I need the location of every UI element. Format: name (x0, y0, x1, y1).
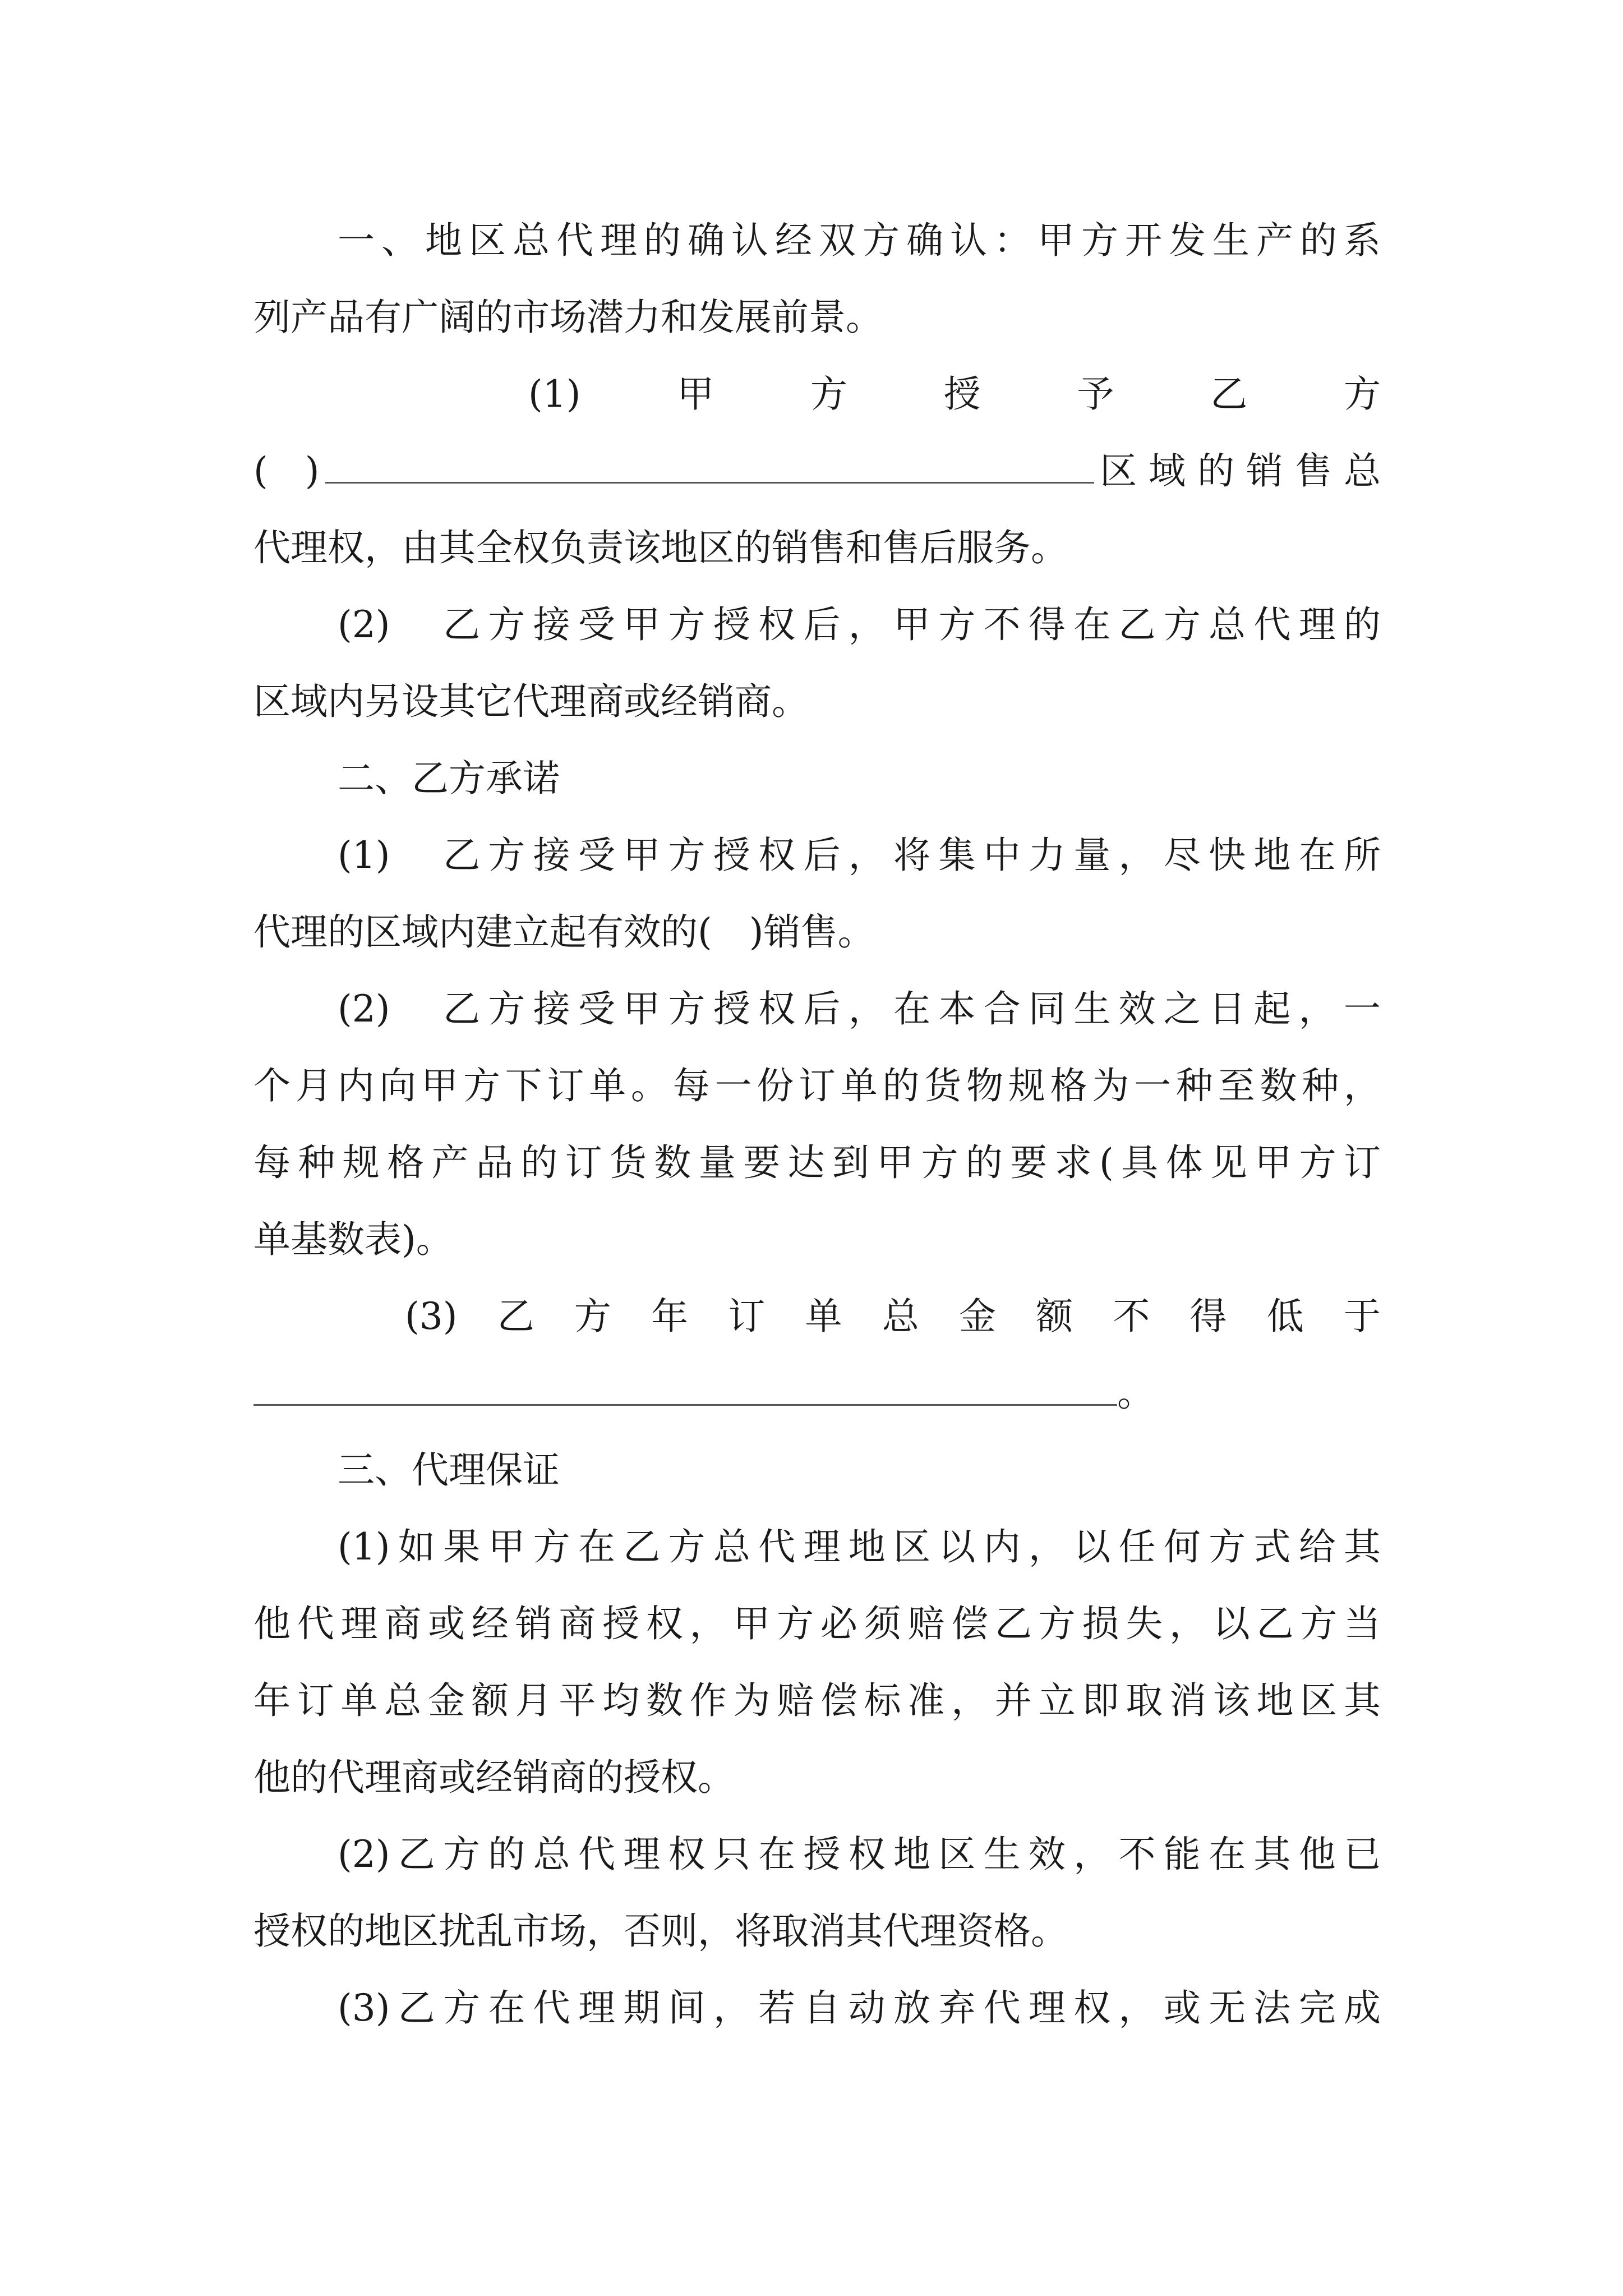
section-3-item-1-line-2: 他代理商或经销商授权，甲方必须赔偿乙方损失，以乙方当 (253, 1602, 1381, 1645)
section-3-heading: 三、代理保证 (338, 1448, 560, 1492)
char: 授 (943, 372, 981, 416)
section-2-heading: 二、乙方承诺 (338, 757, 560, 800)
section-2-item-2-line-1: (2) 乙方接受甲方授权后，在本合同生效之日起，一 (338, 987, 1381, 1030)
char: 不 (1113, 1295, 1150, 1338)
char: 年 (651, 1295, 689, 1338)
region-paren: ( ) (253, 449, 320, 493)
section-3-item-1-line-1: (1)如果甲方在乙方总代理地区以内，以任何方式给其 (338, 1525, 1381, 1568)
region-tail-text: 区 域 的 销 售 总 (1100, 449, 1381, 493)
section-2-item-2-line-4: 单基数表)。 (253, 1218, 453, 1261)
char: 得 (1189, 1295, 1227, 1338)
section-1-item-2-line-2: 区域内另设其它代理商或经销商。 (253, 680, 809, 723)
section-2-item-3-line-2 (253, 1355, 1381, 1432)
section-1-item-1-line-3: 代理权，由其全权负责该地区的销售和售后服务。 (253, 526, 1068, 569)
section-3-item-2-line-2: 授权的地区扰乱市场，否则，将取消其代理资格。 (253, 1910, 1068, 1953)
region-blank-line[interactable] (325, 436, 1095, 484)
char: 方 (1344, 372, 1381, 416)
section-1-item-2-line-1: (2) 乙方接受甲方授权后，甲方不得在乙方总代理的 (338, 603, 1381, 646)
char: 于 (1343, 1295, 1381, 1338)
section-3-item-1-line-4: 他的代理商或经销商的授权。 (253, 1756, 735, 1799)
section-2-item-2-line-3: 每种规格产品的订货数量要达到甲方的要求(具体见甲方订 (253, 1141, 1381, 1184)
section-2-item-1-line-2: 代理的区域内建立起有效的( )销售。 (253, 910, 875, 954)
section-1-item-1-line-1 (253, 356, 1381, 432)
section-1-item-1-line-2 (253, 432, 1381, 509)
section-3-item-2-line-1: (2)乙方的总代理权只在授权地区生效，不能在其他已 (338, 1833, 1381, 1876)
section-2-item-2-line-2: 个月内向甲方下订单。每一份订单的货物规格为一种至数种， (253, 1064, 1381, 1107)
char: 方 (574, 1295, 611, 1338)
section-3-item-3-line-1: (3)乙方在代理期间，若自动放弃代理权，或无法完成 (338, 1986, 1381, 2030)
char: 方 (810, 372, 847, 416)
section-2-item-1-line-1: (1) 乙方接受甲方授权后，将集中力量，尽快地在所 (338, 834, 1381, 877)
item-number: (1) (528, 372, 581, 416)
item-number: (3) (405, 1295, 458, 1338)
section-2-item-3-line-1 (253, 1278, 1381, 1355)
char: 乙 (1210, 372, 1248, 416)
char: 订 (728, 1295, 766, 1338)
char: 额 (1036, 1295, 1073, 1338)
section-3-item-1-line-3: 年订单总金额月平均数作为赔偿标准，并立即取消该地区其 (253, 1679, 1381, 1722)
char: 总 (882, 1295, 919, 1338)
char: 金 (958, 1295, 996, 1338)
period: 。 (1117, 1372, 1154, 1415)
char: 单 (805, 1295, 842, 1338)
char: 甲 (677, 372, 714, 416)
char: 乙 (497, 1295, 534, 1338)
section-1-heading-line-1: 一、地区总代理的确认经双方确认：甲方开发生产的系 (338, 219, 1381, 262)
amount-blank-line[interactable] (253, 1358, 1117, 1406)
contract-body (253, 202, 1381, 2046)
section-1-heading-line-2: 列产品有广阔的市场潜力和发展前景。 (253, 296, 883, 339)
char: 低 (1266, 1295, 1304, 1338)
char: 予 (1077, 372, 1114, 416)
